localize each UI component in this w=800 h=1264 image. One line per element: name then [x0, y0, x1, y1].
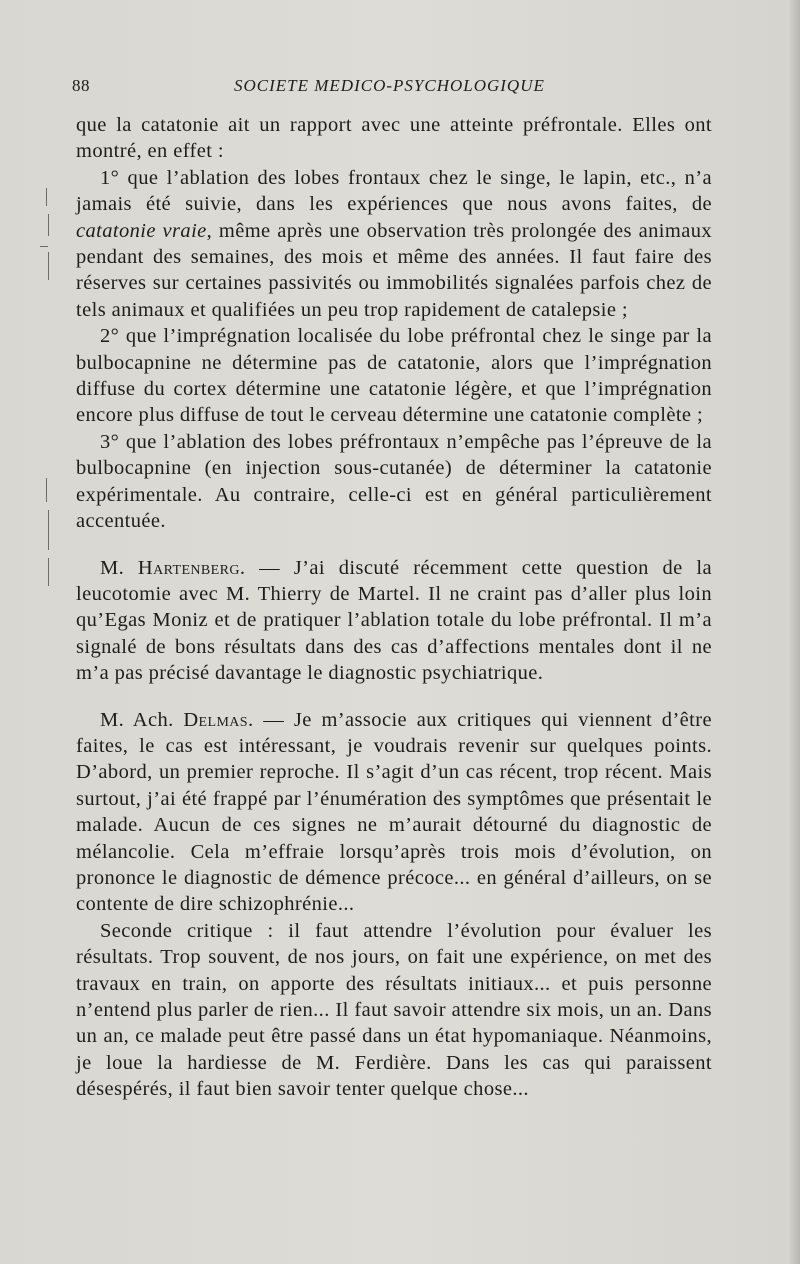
paragraph-text: 1° que l’ablation des lobes frontaux chez le singe, le lapin, etc., n’a jamais été suivie, dans les expériences que nous avons faites, de: [76, 166, 712, 216]
pencil-mark: [48, 214, 49, 236]
paragraph: 2° que l’imprégnation localisée du lobe préfrontal chez le singe par la bulbocapnine ne détermine pas de catatonie, alors que l’imprégnation diffuse du cortex détermine une catatonie légère, et que l’imprégnation encore plus diffuse de tout le cerveau détermine une catatonie complète ;: [76, 325, 712, 427]
pencil-mark: [46, 478, 47, 502]
speaker-prefix: M. Ach.: [100, 708, 184, 731]
paragraph-text: — Je m’associe aux critiques qui viennent d’être faites, le cas est intéressant, je voudrais revenir sur quelques points. D’abord, un premier reproche. Il s’agit d’un cas récent, trop récent. Mais surtout, j’ai été frappé par l’énumération des symptômes que présentait le malade. Aucun de ces signes ne m’aurait détourné du diagnostic de mélancolie. Cela m’effraie lorsqu’après trois mois d’évolution, on prononce le diagnostic de démence précoce... en général d’ailleurs, on se contente de dire schizophrénie...: [76, 708, 712, 916]
paragraph: 3° que l’ablation des lobes préfrontaux n’empêche pas l’épreuve de la bulbocapnine (en injection sous-cutanée) de déterminer la catatonie expérimentale. Au contraire, celle-ci est en général particulièrement accentuée.: [76, 430, 712, 533]
paragraph: [76, 707, 712, 918]
page-header: [72, 76, 712, 100]
page-edge-shadow: [790, 0, 800, 1264]
page-number: 88: [72, 76, 90, 95]
margin-pencil-marks: [34, 180, 54, 600]
pencil-mark: [48, 252, 49, 280]
body-text: [76, 112, 712, 1103]
paragraph-text: , même après une observation très prolongée des animaux pendant des semaines, des mois et même des années. Il faut faire des réserves sur certaines passivités ou immobilités signalées parfois chez de tels animaux et qualifiées un peu trop rapidement de catalepsie ;: [76, 219, 712, 321]
pencil-mark: [48, 558, 49, 586]
speaker-name: Delmas.: [183, 708, 254, 731]
pencil-mark: [48, 510, 49, 550]
paragraph: [76, 165, 712, 323]
running-head: SOCIETE MEDICO-PSYCHOLOGIQUE: [234, 76, 545, 95]
paragraph: [76, 555, 712, 687]
paragraph: que la catatonie ait un rapport avec une atteinte préfrontale. Elles ont montré, en effet :: [76, 114, 712, 163]
speaker-name: M. Hartenberg.: [100, 556, 246, 579]
paragraph-text: — J’ai discuté récemment cette question de la leucotomie avec M. Thierry de Martel. Il ne craint pas d’aller plus loin qu’Egas Moniz et de pratiquer l’ablation totale du lobe préfrontal. Il m’a signalé de bons résultats dans des cas d’affections mentales dont il ne m’a pas précisé davantage le diagnostic psychiatrique.: [76, 556, 712, 685]
pencil-mark: [46, 188, 47, 206]
paragraph: Seconde critique : il faut attendre l’évolution pour évaluer les résultats. Trop souvent, de nos jours, on fait une expérience, on met des travaux en train, on apporte des résultats initiaux... et puis personne n’entend plus parler de rien... Il faut savoir attendre six mois, un an. Dans un an, ce malade peut être passé dans un état hypomaniaque. Néanmoins, je loue la hardiesse de M. Ferdière. Dans les cas qui paraissent désespérés, il faut bien savoir tenter quelque chose...: [76, 919, 712, 1101]
pencil-mark: [40, 246, 48, 247]
italic-term: catatonie vraie: [76, 219, 207, 242]
